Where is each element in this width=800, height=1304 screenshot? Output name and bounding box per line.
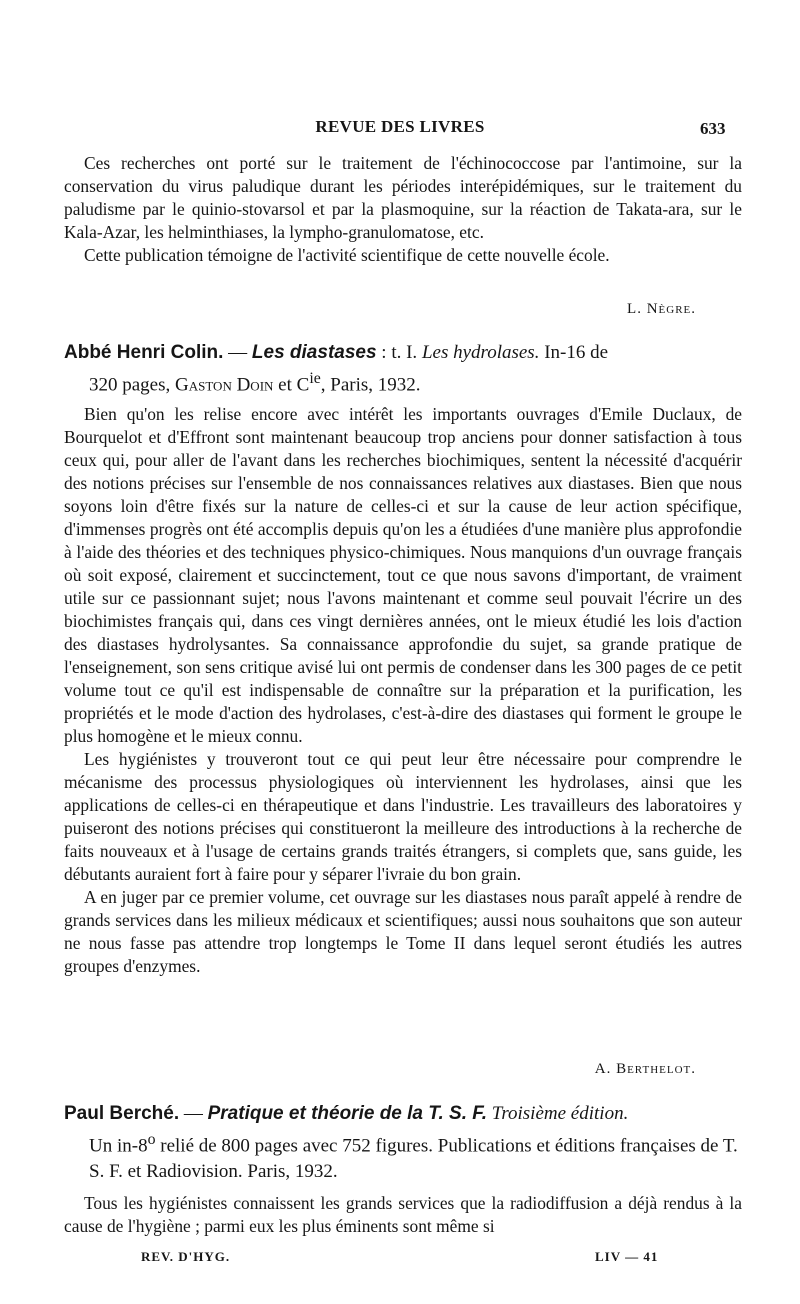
review-author: Abbé Henri Colin. <box>64 342 224 363</box>
review-details: et C <box>278 374 310 396</box>
paragraph: Tous les hygiénistes connaissent les grands services que la radiodiffusion a déjà rendus à la cause de l'hygiène ; parmi eux les plus éminents sont même si <box>64 1193 742 1236</box>
continuation-text <box>64 152 742 267</box>
review-book-title: Les diastases <box>251 342 377 363</box>
superscript: o <box>147 1131 156 1148</box>
review-book-subtitle: Les hydrolases. <box>421 342 540 363</box>
review-heading-colin <box>64 340 746 398</box>
signature-berthelot: A. Berthelot. <box>594 1061 696 1077</box>
review-author: Paul Berché. <box>64 1103 180 1124</box>
review-body-berche <box>64 1192 742 1238</box>
review-details: 320 pages, <box>89 374 171 396</box>
review-details: relié de 800 pages avec 752 figures. Publications et éditions françaises de T. S. F. et Radiovision. Paris, 1932. <box>89 1135 738 1183</box>
paragraph: Ces recherches ont porté sur le traitement de l'échinococcose par l'antimoine, sur la conservation du virus paludique durant les périodes interépidémiques, sur le traitement du paludisme par le quinio-stovarsol et par la plasmoquine, sur la réaction de Takata-ara, sur le Kala-Azar, les helminthiases, la lympho-granulomatose, etc. <box>64 153 742 242</box>
review-publisher: Gaston Doin <box>175 374 274 396</box>
superscript: ie <box>309 370 321 387</box>
paragraph: Cette publication témoigne de l'activité scientifique de cette nouvelle école. <box>84 245 610 265</box>
review-details: : t. I. <box>381 342 418 363</box>
paragraph: A en juger par ce premier volume, cet ouvrage sur les diastases nous paraît appelé à rendre de grands services dans les milieux médicaux et scientifiques; aussi nous souhaitons que son auteur ne nous fasse pas attendre trop longtemps le Tome II dans lequel seront étudiés les autres groupes d'enzymes. <box>64 887 742 976</box>
heading-dash: — <box>183 1103 203 1124</box>
review-details: In-16 de <box>544 342 609 363</box>
paragraph: Les hygiénistes y trouveront tout ce qui peut leur être nécessaire pour comprendre le mécanisme des processus physiologiques où interviennent les hydrolases, ainsi que les applications de celles-ci en thérapeutique et dans l'industrie. Les travailleurs des laboratoires y puiseront des notions précises qui constitueront la meilleure des introductions à la recherche de faits nouveaux et à l'usage de certains grands traités étrangers, si complets que, sans guide, les débutants auraient fort à faire pour y séparer l'ivraie du bon grain. <box>64 749 742 884</box>
review-body-colin <box>64 403 742 978</box>
review-edition: Troisième édition. <box>491 1103 629 1124</box>
review-details: Un in-8 <box>89 1135 148 1157</box>
review-book-title: Pratique et théorie de la T. S. F. <box>207 1103 488 1124</box>
review-details: , Paris, 1932. <box>320 374 421 396</box>
page-number: 633 <box>700 119 726 138</box>
review-heading-berche <box>64 1101 746 1185</box>
footer-journal: REV. D'HYG. <box>141 1249 231 1264</box>
footer-signature-mark: LIV — 41 <box>595 1249 659 1264</box>
running-title: REVUE DES LIVRES <box>315 117 485 136</box>
paragraph: Bien qu'on les relise encore avec intérêt les importants ouvrages d'Emile Duclaux, de Bourquelot et d'Effront sont maintenant beaucoup trop anciens pour donner satisfaction à tous ceux qui, pour aller de l'avant dans les recherches biochimiques, sentent la nécessité d'acquérir des notions précises sur l'ensemble de nos connaissances relatives aux diastases. Bien que nous soyons loin d'être fixés sur la nature de celles-ci et sur la cause de leur action spécifique, d'immenses progrès ont été accomplis depuis qu'on les a étudiées d'une manière plus approfondie à l'aide des théories et des techniques physico-chimiques. Nous manquions d'un ouvrage français où soit exposé, clairement et succinctement, tout ce que nous savons d'important, de vraiment utile sur ce passionnant sujet; nous l'avons maintenant et comme seul pouvait l'écrire un des biochimistes français qui, dans ces vingt dernières années, ont le mieux étudié les lois d'action des diastases hydrolysantes. Sa connaissance approfondie du sujet, sa grande pratique de l'enseignement, son sens critique avisé lui ont permis de condenser dans les 300 pages de ce petit volume tout ce qu'il est indispensable de connaître sur la préparation et la purification, les propriétés et le mode d'action des hydrolases, c'est-à-dire des diastases qui forment le groupe le plus homogène et le mieux connu. <box>64 404 742 746</box>
signature-negre: L. Nègre. <box>627 301 696 317</box>
heading-dash: — <box>228 342 248 363</box>
